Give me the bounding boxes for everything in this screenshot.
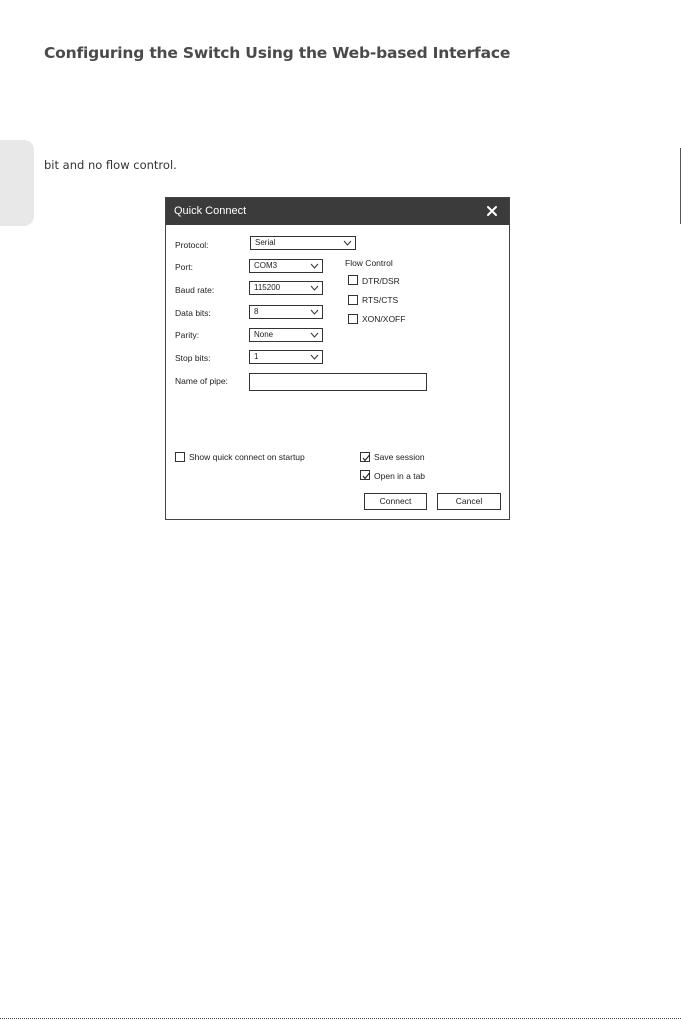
open-in-tab-checkbox[interactable] bbox=[360, 470, 370, 480]
data-bits-label: Data bits: bbox=[175, 308, 211, 318]
show-quick-connect-checkbox[interactable] bbox=[175, 452, 185, 462]
baud-rate-label: Baud rate: bbox=[175, 285, 215, 295]
parity-select[interactable] bbox=[249, 328, 323, 342]
rts-cts-checkbox[interactable] bbox=[348, 295, 358, 305]
close-icon[interactable] bbox=[483, 202, 501, 220]
port-value: COM3 bbox=[254, 261, 278, 270]
chevron-down-icon bbox=[310, 262, 319, 270]
stop-bits-value: 1 bbox=[254, 352, 259, 361]
stop-bits-select[interactable] bbox=[249, 350, 323, 364]
protocol-value: Serial bbox=[255, 238, 276, 247]
baud-rate-select[interactable] bbox=[249, 281, 323, 295]
body-text: bit and no flow control. bbox=[44, 158, 177, 172]
section-side-tab bbox=[0, 140, 34, 226]
dtr-dsr-label: DTR/DSR bbox=[362, 276, 400, 286]
cancel-button[interactable]: Cancel bbox=[437, 493, 501, 510]
port-label: Port: bbox=[175, 262, 193, 272]
name-of-pipe-input[interactable] bbox=[249, 373, 427, 391]
port-select[interactable] bbox=[249, 259, 323, 273]
parity-value: None bbox=[254, 330, 274, 339]
stop-bits-label: Stop bits: bbox=[175, 353, 211, 363]
xon-xoff-checkbox[interactable] bbox=[348, 314, 358, 324]
open-in-tab-label: Open in a tab bbox=[374, 471, 426, 481]
save-session-label: Save session bbox=[374, 452, 425, 462]
protocol-label: Protocol: bbox=[175, 240, 209, 250]
chevron-down-icon bbox=[310, 353, 319, 361]
xon-xoff-label: XON/XOFF bbox=[362, 314, 406, 324]
data-bits-value: 8 bbox=[254, 307, 259, 316]
dialog-titlebar bbox=[166, 198, 509, 225]
save-session-checkbox[interactable] bbox=[360, 452, 370, 462]
checkmark-icon bbox=[361, 453, 371, 463]
rts-cts-label: RTS/CTS bbox=[362, 295, 399, 305]
show-quick-connect-label: Show quick connect on startup bbox=[189, 452, 305, 462]
parity-label: Parity: bbox=[175, 330, 200, 340]
connect-button[interactable]: Connect bbox=[364, 493, 427, 510]
page-heading: Configuring the Switch Using the Web-based Interface bbox=[44, 44, 511, 62]
checkmark-icon bbox=[361, 471, 371, 481]
bottom-dotted-rule bbox=[0, 1018, 681, 1019]
name-of-pipe-label: Name of pipe: bbox=[175, 376, 228, 386]
dtr-dsr-checkbox[interactable] bbox=[348, 275, 358, 285]
chevron-down-icon bbox=[310, 331, 319, 339]
flow-control-heading: Flow Control bbox=[345, 258, 393, 268]
quick-connect-dialog bbox=[165, 197, 510, 520]
dialog-title: Quick Connect bbox=[174, 205, 247, 217]
baud-rate-value: 115200 bbox=[254, 283, 281, 292]
protocol-select[interactable] bbox=[250, 236, 356, 250]
chevron-down-icon bbox=[310, 308, 319, 316]
chevron-down-icon bbox=[310, 284, 319, 292]
chevron-down-icon bbox=[343, 239, 352, 247]
data-bits-select[interactable] bbox=[249, 305, 323, 319]
